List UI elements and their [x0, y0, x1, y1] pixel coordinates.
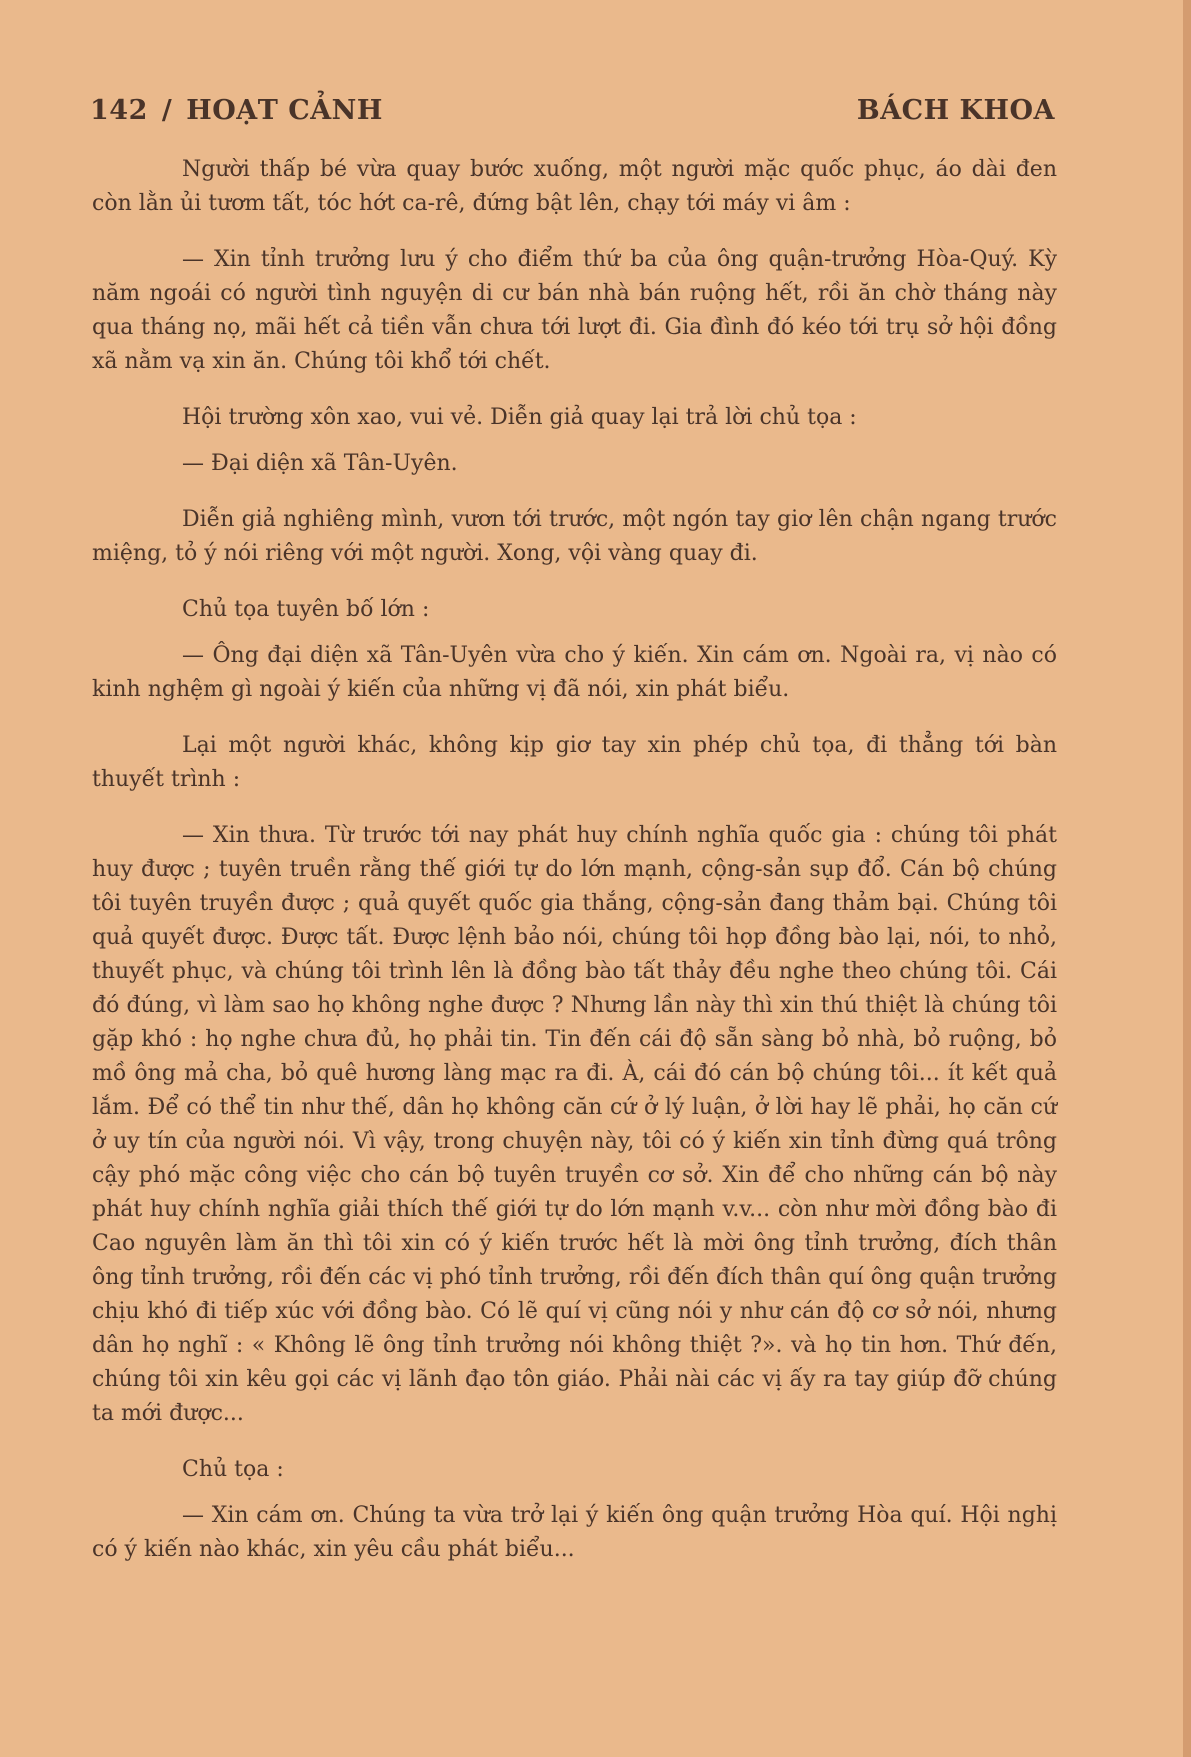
running-header	[90, 90, 1055, 130]
article-body	[92, 153, 1057, 1589]
paragraph-speech-1: — Xin tỉnh trưởng lưu ý cho điểm thứ ba của ông quận-trưởng Hòa-Quý. Kỳ năm ngoái có người tình nguyện di cư bán nhà bán ruộng hết, rồi ăn chờ tháng này qua tháng nọ, mãi hết cả tiền vẫn chưa tới lượt đi. Gia đình đó kéo tới trụ sở hội đồng xã nằm vạ xin ăn. Chúng tôi khổ tới chết.	[92, 247, 1057, 374]
paragraph-narration-6: Chủ tọa :	[182, 1457, 284, 1482]
page-number: 142	[90, 94, 148, 126]
paragraph-speech-5: — Xin cám ơn. Chúng ta vừa trở lại ý kiến ông quận trưởng Hòa quí. Hội nghị có ý kiến nào khác, xin yêu cầu phát biểu...	[92, 1503, 1057, 1562]
header-left	[90, 95, 383, 126]
paragraph-narration-5: Lại một người khác, không kịp giơ tay xin phép chủ tọa, đi thẳng tới bàn thuyết trình :	[92, 733, 1057, 792]
paragraph-narration-3: Diễn giả nghiêng mình, vươn tới trước, một ngón tay giơ lên chận ngang trước miệng, tỏ ý nói riêng với một người. Xong, vội vàng quay đi.	[92, 507, 1057, 566]
publication-title: BÁCH KHOA	[856, 94, 1055, 126]
paragraph-speech-3: — Ông đại diện xã Tân-Uyên vừa cho ý kiến. Xin cám ơn. Ngoài ra, vị nào có kinh nghệm gì ngoài ý kiến của những vị đã nói, xin phát biểu.	[92, 643, 1057, 702]
paragraph-speech-2: — Đại diện xã Tân-Uyên.	[182, 451, 458, 476]
page-edge-shadow	[1183, 0, 1191, 1757]
paragraph-narration-4: Chủ tọa tuyên bố lớn :	[182, 597, 430, 622]
paragraph-speech-4: — Xin thưa. Từ trước tới nay phát huy chính nghĩa quốc gia : chúng tôi phát huy được ; tuyên truền rằng thế giới tự do lớn mạnh, cộng-sản sụp đổ. Cán bộ chúng tôi tuyên truyền được ; quả quyết quốc gia thắng, cộng-sản đang thảm bại. Chúng tôi quả quyết được. Được tất. Được lệnh bảo nói, chúng tôi họp đồng bào lại, nói, to nhỏ, thuyết phục, và chúng tôi trình lên là đồng bào tất thảy đều nghe theo chúng tôi. Cái đó đúng, vì làm sao họ không nghe được ? Nhưng lần này thì xin thú thiệt là chúng tôi gặp khó : họ nghe chưa đủ, họ phải tin. Tin đến cái độ sẵn sàng bỏ nhà, bỏ ruộng, bỏ mồ ông mả cha, bỏ quê hương làng mạc ra đi. À, cái đó cán bộ chúng tôi... ít kết quả lắm. Để có thể tin như thế, dân họ không căn cứ ở lý luận, ở lời hay lẽ phải, họ căn cứ ở uy tín của người nói. Vì vậy, trong chuyện này, tôi có ý kiến xin tỉnh đừng quá trông cậy phó mặc công việc cho cán bộ tuyên truyền cơ sở. Xin để cho những cán bộ này phát huy chính nghĩa giải thích thế giới tự do lớn mạnh v.v... còn như mời đồng bào đi Cao nguyên làm ăn thì tôi xin có ý kiến trước hết là mời ông tỉnh trưởng, đích thân ông tỉnh trưởng, rồi đến các vị phó tỉnh trưởng, rồi đến đích thân quí ông quận trưởng chịu khó đi tiếp xúc với đồng bào. Có lẽ quí vị cũng nói y như cán độ cơ sở nói, nhưng dân họ nghĩ : « Không lẽ ông tỉnh trưởng nói không thiệt ?». và họ tin hơn. Thứ đến, chúng tôi xin kêu gọi các vị lãnh đạo tôn giáo. Phải nài các vị ấy ra tay giúp đỡ chúng ta mới được...	[92, 823, 1057, 1426]
header-separator: /	[161, 94, 173, 126]
section-title: HOẠT CẢNH	[186, 94, 383, 126]
paragraph-narration-2: Hội trường xôn xao, vui vẻ. Diễn giả quay lại trả lời chủ tọa :	[182, 405, 857, 430]
paragraph-narration-1: Người thấp bé vừa quay bước xuống, một người mặc quốc phục, áo dài đen còn lằn ủi tươm tất, tóc hớt ca-rê, đứng bật lên, chạy tới máy vi âm :	[92, 157, 1057, 216]
